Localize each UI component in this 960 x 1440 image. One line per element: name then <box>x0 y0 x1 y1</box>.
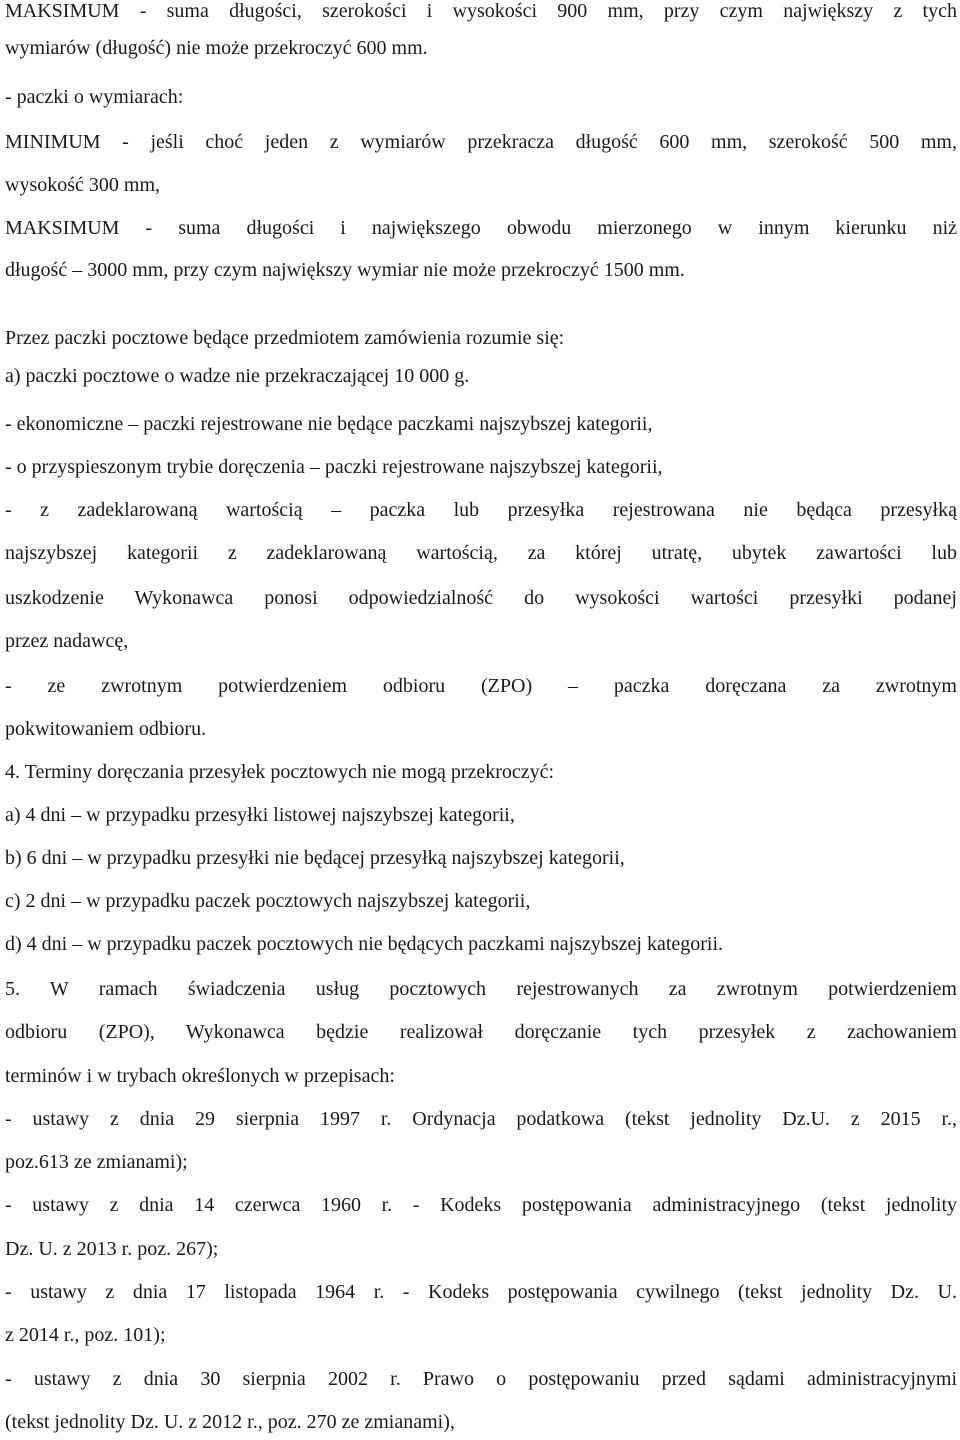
text-line: - ustawy z dnia 30 sierpnia 2002 r. Prawo o postępowaniu przed sądami administracyjnymi <box>5 1368 957 1390</box>
text-line: poz.613 ze zmianami); <box>5 1151 188 1173</box>
text-line: - ustawy z dnia 17 listopada 1964 r. - Kodeks postępowania cywilnego (tekst jednolity Dz. U. <box>5 1281 957 1303</box>
text-line: MAKSIMUM - suma długości i największego obwodu mierzonego w innym kierunku niż <box>5 217 957 239</box>
text-line: z 2014 r., poz. 101); <box>5 1324 166 1346</box>
text-line: odbioru (ZPO), Wykonawca będzie realizował doręczanie tych przesyłek z zachowaniem <box>5 1021 957 1043</box>
text-line: - ze zwrotnym potwierdzeniem odbioru (ZPO) – paczka doręczana za zwrotnym <box>5 675 957 697</box>
text-line: terminów i w trybach określonych w przepisach: <box>5 1065 395 1087</box>
text-line: b) 6 dni – w przypadku przesyłki nie będącej przesyłką najszybszej kategorii, <box>5 847 625 869</box>
text-line: długość – 3000 mm, przy czym największy wymiar nie może przekroczyć 1500 mm. <box>5 259 685 281</box>
text-line: - paczki o wymiarach: <box>5 86 184 108</box>
text-line: d) 4 dni – w przypadku paczek pocztowych nie będących paczkami najszybszej kategorii. <box>5 933 724 955</box>
text-line: c) 2 dni – w przypadku paczek pocztowych najszybszej kategorii, <box>5 890 531 912</box>
text-line: 5. W ramach świadczenia usług pocztowych rejestrowanych za zwrotnym potwierdzeniem <box>5 978 957 1000</box>
text-line: przez nadawcę, <box>5 630 129 652</box>
text-line: a) 4 dni – w przypadku przesyłki listowej najszybszej kategorii, <box>5 804 515 826</box>
text-line: 4. Terminy doręczania przesyłek pocztowych nie mogą przekroczyć: <box>5 761 555 783</box>
text-line: najszybszej kategorii z zadeklarowaną wartością, za której utratę, ubytek zawartości lub <box>5 542 957 564</box>
text-line: wymiarów (długość) nie może przekroczyć 600 mm. <box>5 37 428 59</box>
text-line: - z zadeklarowaną wartością – paczka lub przesyłka rejestrowana nie będąca przesyłką <box>5 499 957 521</box>
text-line: wysokość 300 mm, <box>5 174 160 196</box>
text-line: Dz. U. z 2013 r. poz. 267); <box>5 1238 219 1260</box>
text-line: - ustawy z dnia 29 sierpnia 1997 r. Ordynacja podatkowa (tekst jednolity Dz.U. z 2015 r., <box>5 1108 957 1130</box>
text-line: pokwitowaniem odbioru. <box>5 718 207 740</box>
text-line: - ustawy z dnia 14 czerwca 1960 r. - Kodeks postępowania administracyjnego (tekst jednolity <box>5 1194 957 1216</box>
text-line: uszkodzenie Wykonawca ponosi odpowiedzialność do wysokości wartości przesyłki podanej <box>5 587 957 609</box>
text-line: a) paczki pocztowe o wadze nie przekraczającej 10 000 g. <box>5 365 470 387</box>
text-line: Przez paczki pocztowe będące przedmiotem zamówienia rozumie się: <box>5 327 565 349</box>
text-line: - o przyspieszonym trybie doręczenia – paczki rejestrowane najszybszej kategorii, <box>5 456 663 478</box>
text-line: - ekonomiczne – paczki rejestrowane nie będące paczkami najszybszej kategorii, <box>5 413 653 435</box>
text-line: MINIMUM - jeśli choć jeden z wymiarów przekracza długość 600 mm, szerokość 500 mm, <box>5 131 957 153</box>
text-line: (tekst jednolity Dz. U. z 2012 r., poz. 270 ze zmianami), <box>5 1411 455 1433</box>
text-line: MAKSIMUM - suma długości, szerokości i wysokości 900 mm, przy czym największy z tych <box>5 0 957 22</box>
